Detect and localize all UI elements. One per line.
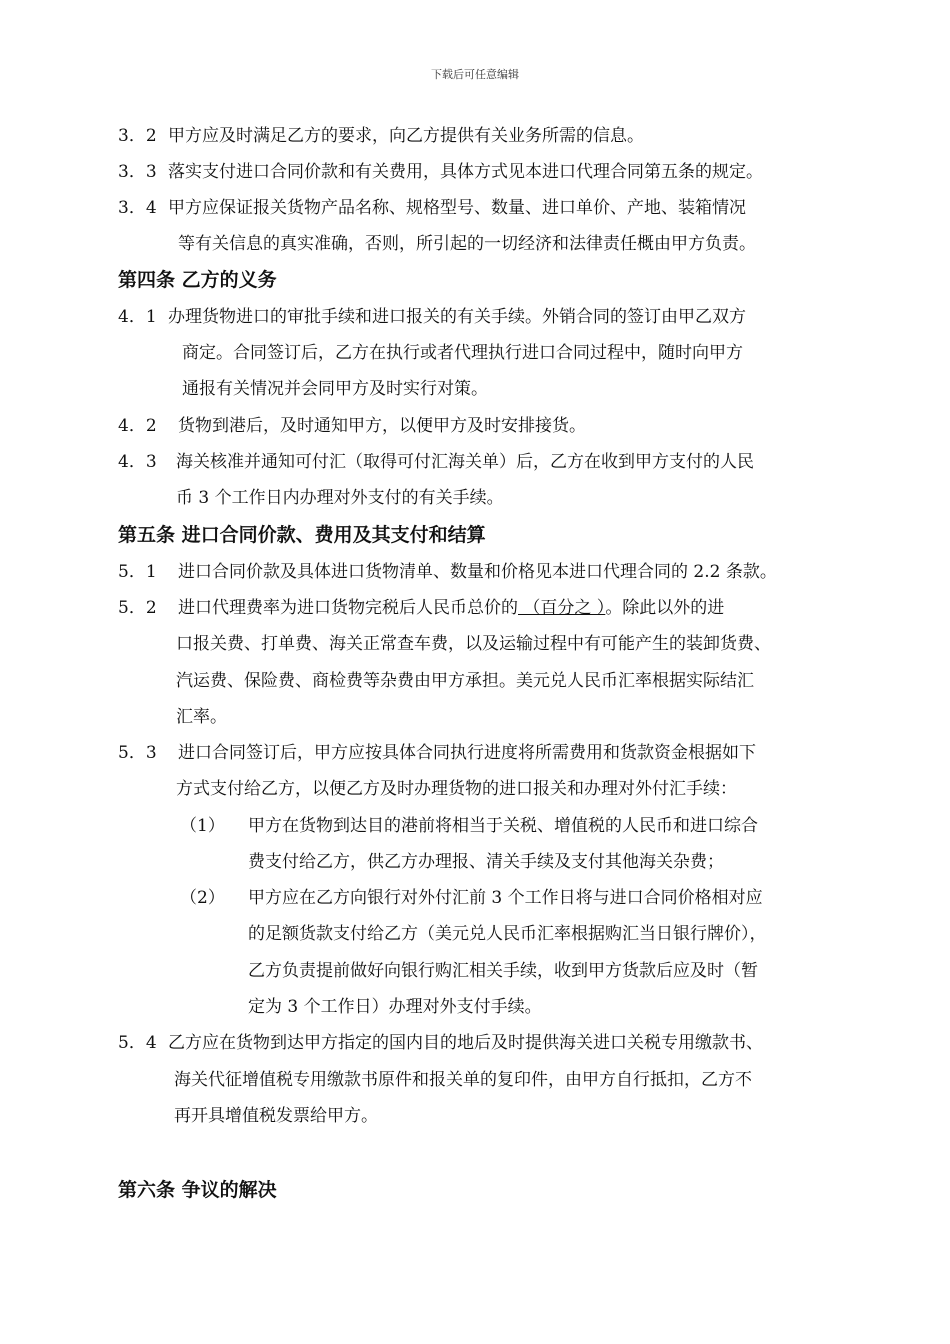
list-item-text: 的足额货款支付给乙方（美元兑人民币汇率根据购汇当日银行牌价）， <box>248 924 767 944</box>
clause-text: 汇率。 <box>176 707 227 727</box>
clause-number: 5．4 <box>118 1033 157 1053</box>
clause-text: 货物到港后，及时通知甲方，以便甲方及时安排接货。 <box>178 416 586 436</box>
clause-text-part: 进口代理费率为进口货物完税后人民币总价的 <box>178 598 518 618</box>
clause-text: 通报有关情况并会同甲方及时实行对策。 <box>182 379 488 399</box>
section-heading: 第六条 争议的解决 <box>118 1179 277 1201</box>
clause-number: 4．3 <box>118 452 157 472</box>
list-item-number: （1） <box>180 816 225 836</box>
section-heading: 第五条 进口合同价款、费用及其支付和结算 <box>118 524 486 546</box>
clause-text: 甲方应保证报关货物产品名称、规格型号、数量、进口单价、产地、装箱情况 <box>168 198 746 218</box>
clause-text: 方式支付给乙方，以便乙方及时办理货物的进口报关和办理对外付汇手续： <box>176 779 737 799</box>
list-item-text: 甲方应在乙方向银行对外付汇前 3 个工作日将与进口合同价格相对应 <box>248 888 763 908</box>
clause-number: 3．2 <box>118 126 157 146</box>
list-item-text: 定为 3 个工作日）办理对外支付手续。 <box>248 997 542 1017</box>
clause-text: 海关代征增值税专用缴款书原件和报关单的复印件，由甲方自行抵扣，乙方不 <box>174 1070 752 1090</box>
clause-text: 口报关费、打单费、海关正常查车费，以及运输过程中有可能产生的装卸货费、 <box>176 634 771 654</box>
clause-text: 落实支付进口合同价款和有关费用，具体方式见本进口代理合同第五条的规定。 <box>168 162 763 182</box>
list-item-number: （2） <box>180 888 225 908</box>
list-item-text: 费支付给乙方，供乙方办理报、清关手续及支付其他海关杂费； <box>248 852 724 872</box>
clause-text: 汽运费、保险费、商检费等杂费由甲方承担。美元兑人民币汇率根据实际结汇 <box>176 671 754 691</box>
clause-text: 等有关信息的真实准确，否则，所引起的一切经济和法律责任概由甲方负责。 <box>178 234 756 254</box>
clause-number: 5．2 <box>118 598 157 618</box>
clause-text: 币 3 个工作日内办理对外支付的有关手续。 <box>176 488 504 508</box>
page-header: 下载后可任意编辑 <box>431 68 519 81</box>
clause-number: 3．4 <box>118 198 157 218</box>
clause-text: 海关核准并通知可付汇（取得可付汇海关单）后，乙方在收到甲方支付的人民 <box>176 452 754 472</box>
clause-number: 5．1 <box>118 562 157 582</box>
clause-text <box>178 597 724 619</box>
clause-text: 进口合同签订后，甲方应按具体合同执行进度将所需费用和货款资金根据如下 <box>178 743 756 763</box>
list-item-text: 乙方负责提前做好向银行购汇相关手续，收到甲方货款后应及时（暂 <box>248 961 758 981</box>
clause-text: 商定。合同签订后，乙方在执行或者代理执行进口合同过程中，随时向甲方 <box>182 343 743 363</box>
clause-text: 进口合同价款及具体进口货物清单、数量和价格见本进口代理合同的 2.2 条款。 <box>178 562 777 582</box>
clause-number: 5．3 <box>118 743 157 763</box>
clause-text: 甲方应及时满足乙方的要求，向乙方提供有关业务所需的信息。 <box>168 126 644 146</box>
clause-text-part: 。除此以外的进 <box>605 598 725 618</box>
clause-number: 4．1 <box>118 307 157 327</box>
list-item-text: 甲方在货物到达目的港前将相当于关税、增值税的人民币和进口综合 <box>248 816 758 836</box>
clause-text: 乙方应在货物到达甲方指定的国内目的地后及时提供海关进口关税专用缴款书、 <box>168 1033 763 1053</box>
clause-text: 办理货物进口的审批手续和进口报关的有关手续。外销合同的签订由甲乙双方 <box>168 307 746 327</box>
fee-rate-blank: （百分之 ） <box>518 598 606 618</box>
section-heading: 第四条 乙方的义务 <box>118 269 277 291</box>
clause-text: 再开具增值税发票给甲方。 <box>174 1106 378 1126</box>
clause-number: 4．2 <box>118 416 157 436</box>
clause-number: 3．3 <box>118 162 157 182</box>
